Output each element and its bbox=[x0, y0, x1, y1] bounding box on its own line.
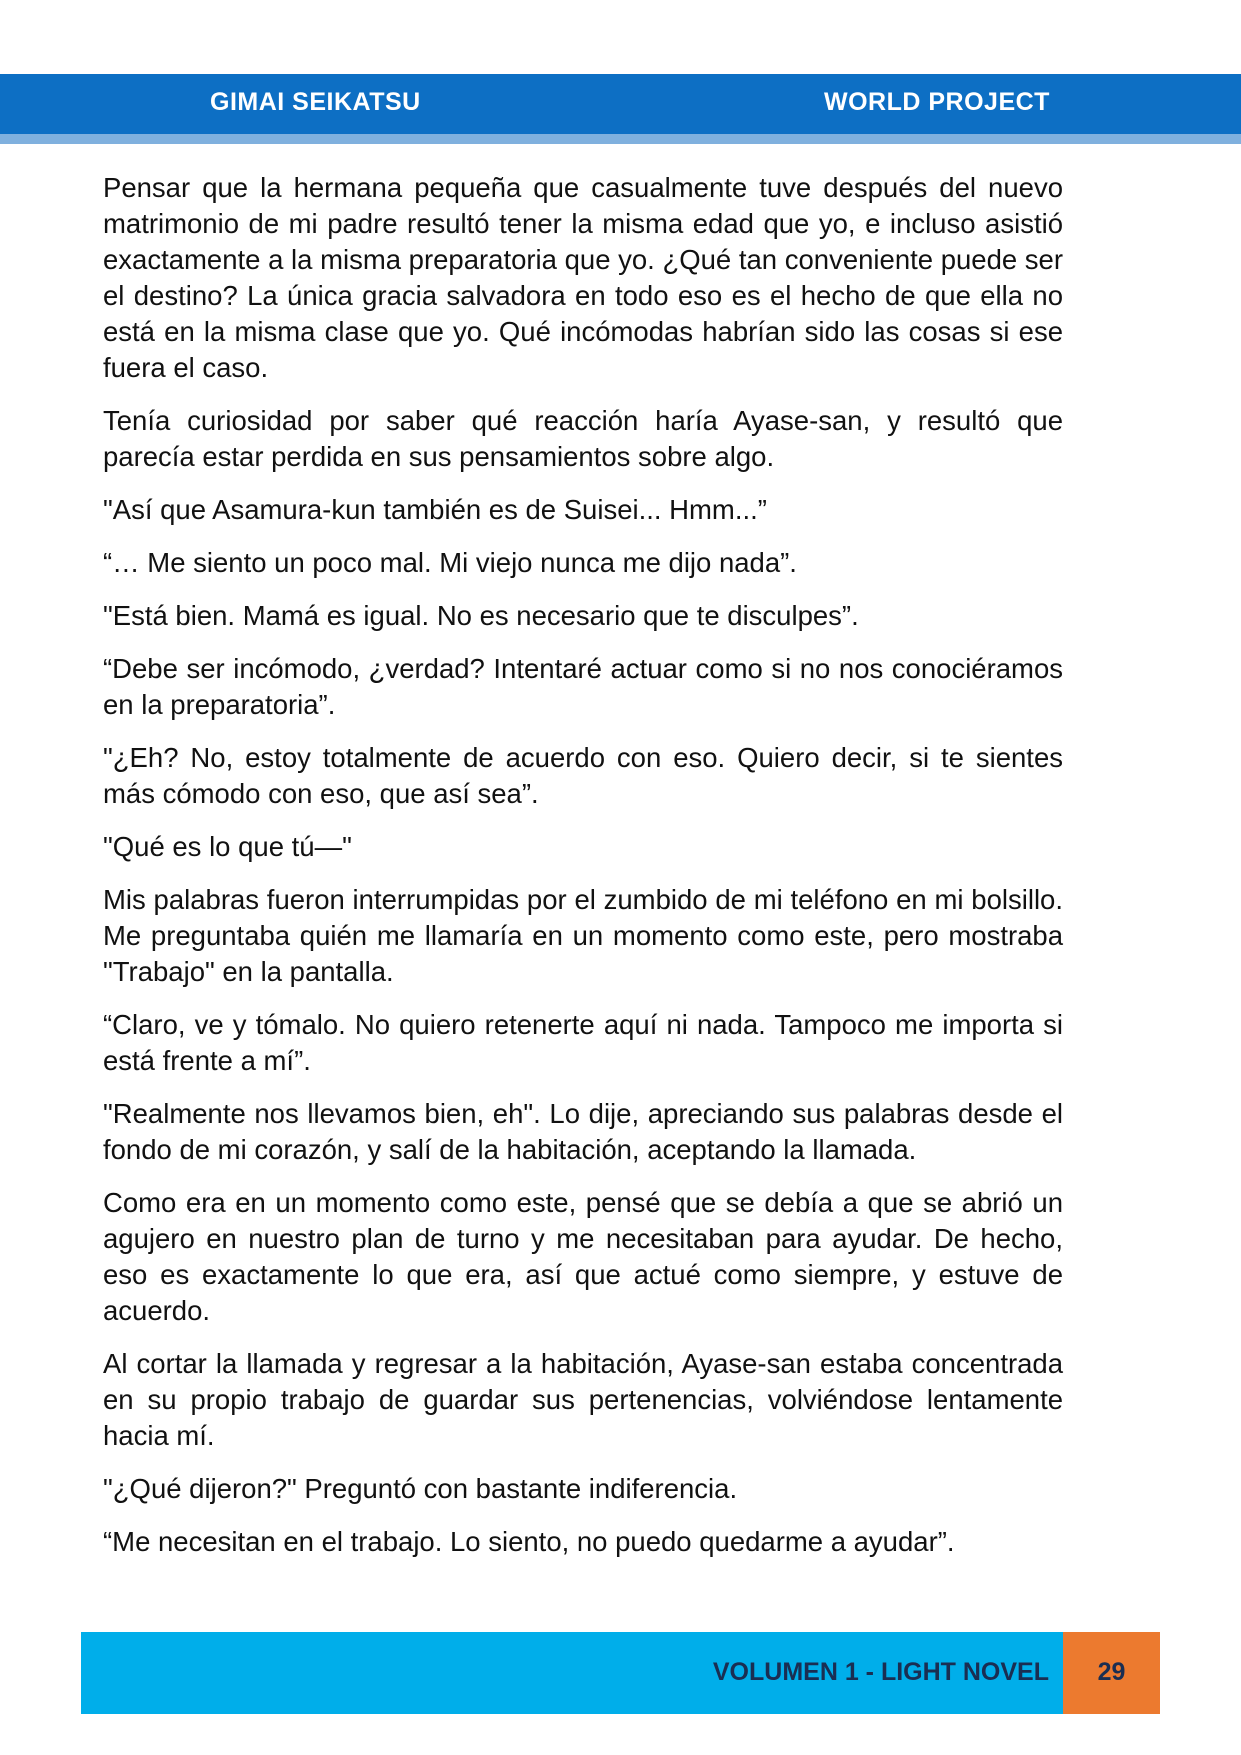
page-number: 29 bbox=[1097, 1658, 1126, 1686]
paragraph: "Qué es lo que tú—" bbox=[103, 831, 352, 862]
header-publisher-title: WORLD PROJECT bbox=[824, 88, 1050, 116]
page-body bbox=[103, 170, 1063, 1577]
paragraph: “… Me siento un poco mal. Mi viejo nunca me dijo nada”. bbox=[103, 547, 797, 578]
paragraph: Al cortar la llamada y regresar a la habitación, Ayase-san estaba concentrada en su propio trabajo de guardar sus pertenencias, volviéndose lentamente hacia mí. bbox=[103, 1348, 1063, 1451]
paragraph: Tenía curiosidad por saber qué reacción haría Ayase-san, y resultó que parecía estar perdida en sus pensamientos sobre algo. bbox=[103, 405, 1063, 472]
paragraph: “Claro, ve y tómalo. No quiero retenerte aquí ni nada. Tampoco me importa si está frente a mí”. bbox=[103, 1009, 1063, 1076]
header-series-title: GIMAI SEIKATSU bbox=[210, 88, 421, 116]
header-bar bbox=[0, 74, 1241, 134]
paragraph: "¿Qué dijeron?" Preguntó con bastante indiferencia. bbox=[103, 1473, 738, 1504]
paragraph: Pensar que la hermana pequeña que casualmente tuve después del nuevo matrimonio de mi padre resultó tener la misma edad que yo, e incluso asistió exactamente a la misma preparatoria que yo. ¿Qué tan conveniente puede ser el destino? La única gracia salvadora en todo eso es el hecho de que ella no está en la misma clase que yo. Qué incómodas habrían sido las cosas si ese fuera el caso. bbox=[103, 172, 1064, 383]
paragraph: Como era en un momento como este, pensé que se debía a que se abrió un agujero en nuestro plan de turno y me necesitaban para ayudar. De hecho, eso es exactamente lo que era, así que actué como siempre, y estuve de acuerdo. bbox=[103, 1187, 1063, 1326]
footer-bar bbox=[81, 1632, 1063, 1714]
page-number-box bbox=[1063, 1632, 1160, 1714]
footer-volume-label: VOLUMEN 1 - LIGHT NOVEL bbox=[712, 1658, 1049, 1686]
paragraph: “Me necesitan en el trabajo. Lo siento, no puedo quedarme a ayudar”. bbox=[103, 1526, 955, 1557]
paragraph: "Así que Asamura-kun también es de Suisei... Hmm...” bbox=[103, 494, 767, 525]
paragraph: Mis palabras fueron interrumpidas por el zumbido de mi teléfono en mi bolsillo. Me preguntaba quién me llamaría en un momento como este, pero mostraba "Trabajo" en la pantalla. bbox=[103, 884, 1063, 987]
paragraph: "Está bien. Mamá es igual. No es necesario que te disculpes”. bbox=[103, 600, 859, 631]
paragraph: “Debe ser incómodo, ¿verdad? Intentaré actuar como si no nos conociéramos en la preparatoria”. bbox=[103, 653, 1063, 720]
paragraph: "¿Eh? No, estoy totalmente de acuerdo con eso. Quiero decir, si te sientes más cómodo con eso, que así sea”. bbox=[103, 742, 1063, 809]
header-accent-strip bbox=[0, 134, 1241, 144]
paragraph: "Realmente nos llevamos bien, eh". Lo dije, apreciando sus palabras desde el fondo de mi corazón, y salí de la habitación, aceptando la llamada. bbox=[103, 1098, 1063, 1165]
